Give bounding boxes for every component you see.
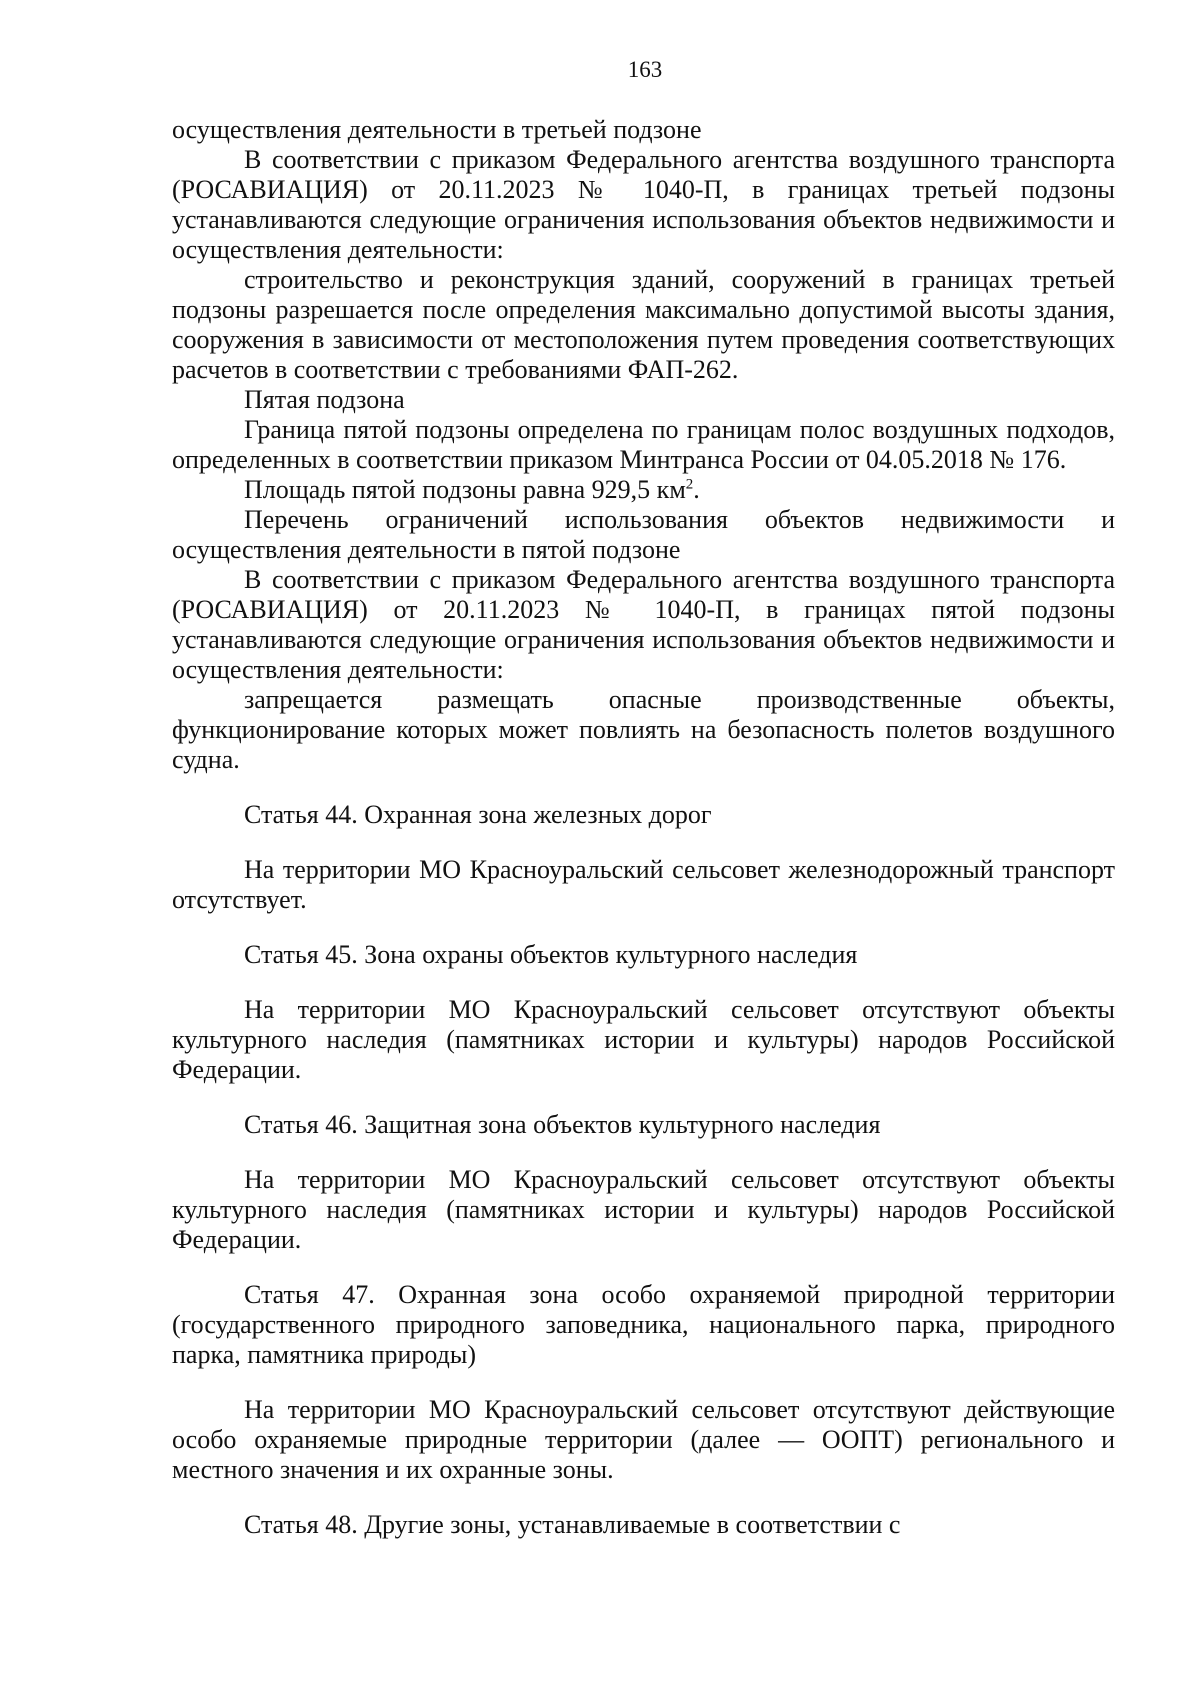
article-48-heading: Статья 48. Другие зоны, устанавливаемые в соответствии с	[244, 1510, 901, 1539]
paragraph-fifth-subzone-restriction: запрещается размещать опасные производственные объекты, функционирование которых может повлиять на безопасность полетов воздушного судна.	[172, 685, 1115, 774]
paragraph-fifth-subzone-area	[172, 475, 1115, 505]
article-46-text: На территории МО Красноуральский сельсовет отсутствуют объекты культурного наследия (памятниках истории и культуры) народов Российской Федерации.	[172, 1165, 1115, 1254]
article-44-heading: Статья 44. Охранная зона железных дорог	[244, 800, 712, 829]
paragraph-third-subzone-order: В соответствии с приказом Федерального агентства воздушного транспорта (РОСАВИАЦИЯ) от 20.11.2023 № 1040-П, в границах третьей подзоны устанавливаются следующие ограничения использования объектов недвижимости и осуществления деятельности:	[172, 145, 1115, 264]
paragraph-third-subzone-heading-end: осуществления деятельности в третьей подзоне	[172, 115, 702, 144]
article-46-heading: Статья 46. Защитная зона объектов культурного наследия	[244, 1110, 881, 1139]
area-superscript: 2	[685, 476, 694, 493]
area-text: Площадь пятой подзоны равна 929,5 км	[244, 475, 686, 504]
page-content	[172, 115, 1115, 1540]
article-44-text: На территории МО Красноуральский сельсовет железнодорожный транспорт отсутствует.	[172, 855, 1115, 914]
paragraph-fifth-subzone-boundary: Граница пятой подзоны определена по границам полос воздушных подходов, определенных в соответствии приказом Минтранса России от 04.05.2018 № 176.	[172, 415, 1115, 474]
article-45-heading: Статья 45. Зона охраны объектов культурного наследия	[244, 940, 858, 969]
paragraph-fifth-subzone-order: В соответствии с приказом Федерального агентства воздушного транспорта (РОСАВИАЦИЯ) от 20.11.2023 № 1040-П, в границах пятой подзоны устанавливаются следующие ограничения использования объектов недвижимости и осуществления деятельности:	[172, 565, 1115, 684]
area-period: .	[693, 475, 700, 504]
article-47-text: На территории МО Красноуральский сельсовет отсутствуют действующие особо охраняемые природные территории (далее — ООПТ) регионального и местного значения и их охранные зоны.	[172, 1395, 1115, 1484]
paragraph-fifth-subzone-title: Пятая подзона	[244, 385, 405, 414]
paragraph-third-subzone-restriction: строительство и реконструкция зданий, сооружений в границах третьей подзоны разрешается после определения максимально допустимой высоты здания, сооружения в зависимости от местоположения путем проведения соответствующих расчетов в соответствии с требованиями ФАП-262.	[172, 265, 1115, 384]
page-number: 163	[627, 57, 663, 82]
article-47-heading: Статья 47. Охранная зона особо охраняемой природной территории (государственного природного заповедника, национального парка, природного парка, памятника природы)	[172, 1280, 1115, 1369]
paragraph-fifth-subzone-list-title: Перечень ограничений использования объектов недвижимости и осуществления деятельности в пятой подзоне	[172, 505, 1115, 564]
article-45-text: На территории МО Красноуральский сельсовет отсутствуют объекты культурного наследия (памятниках истории и культуры) народов Российской Федерации.	[172, 995, 1115, 1084]
